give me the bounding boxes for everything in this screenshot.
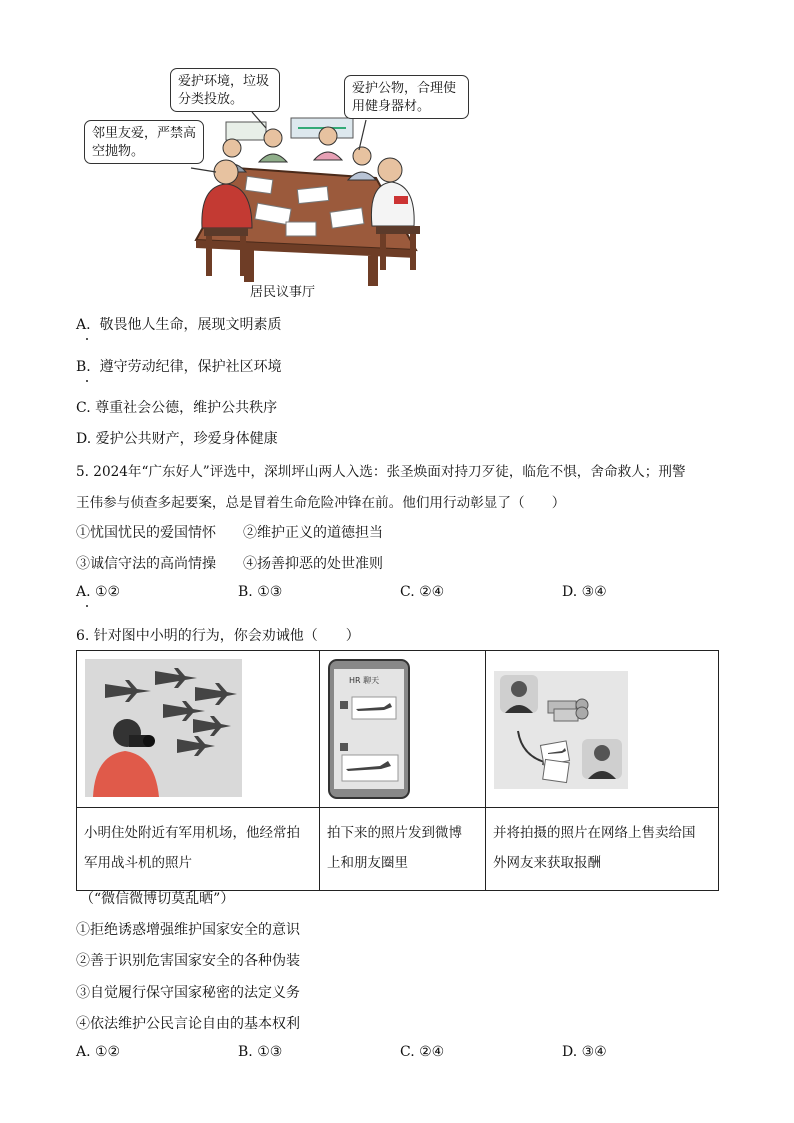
- option-text: 遵守劳动纪律，保护社区环境: [99, 359, 282, 375]
- q6-cell-text-3: [486, 808, 719, 891]
- q6-choice-3: ③自觉履行保守国家秘密的法定义务: [76, 985, 300, 1001]
- q6-cell-sell-photos: [486, 651, 719, 808]
- option-text: 尊重社会公德，维护公共秩序: [95, 400, 278, 416]
- cell-text-line: 上和朋友圈里: [327, 855, 408, 871]
- q6-choice-4: ④依法维护公民言论自由的基本权利: [76, 1016, 300, 1032]
- q6-cell-text-1: [77, 808, 320, 891]
- q6-choice-1: ①拒绝诱惑增强维护国家安全的意识: [76, 922, 300, 938]
- q6-title-note: （“微信微博切莫乱晒”）: [80, 891, 235, 907]
- option-letter: B.: [76, 359, 91, 375]
- q5-choice-4: ④扬善抑恶的处世准则: [243, 556, 383, 572]
- q4-option-b[interactable]: [76, 356, 282, 376]
- bubble-text: 爱护环境，垃圾分类投放。: [178, 74, 270, 107]
- option-letter: D.: [76, 431, 92, 447]
- q5-choice-3: ③诚信守法的高尚情操: [76, 556, 216, 572]
- speech-bubble-environment: [170, 68, 280, 112]
- phone-title-label: HR 聊天: [349, 676, 380, 685]
- q6-cell-phone-share: [320, 651, 486, 808]
- q6-option-d[interactable]: D. ③④: [562, 1044, 607, 1060]
- speech-bubble-neighbors: [84, 120, 204, 164]
- q5-choice-1: ①忧国忧民的爱国情怀: [76, 525, 216, 541]
- q5-option-c[interactable]: C. ②④: [400, 584, 445, 600]
- q6-option-a[interactable]: A. ①②: [76, 1044, 121, 1060]
- q6-cell-photo-jets: [77, 651, 320, 808]
- cell-text-line: 小明住处附近有军用机场，他经常拍: [84, 825, 300, 841]
- q6-table: [76, 650, 719, 891]
- q4-option-d[interactable]: [76, 428, 278, 448]
- option-text: 敬畏他人生命，展现文明素质: [99, 317, 282, 333]
- bubble-text: 邻里友爱，严禁高空抛物。: [92, 126, 197, 159]
- q6-choice-2: ②善于识别危害国家安全的各种伪装: [76, 953, 300, 969]
- q5-stem-line1: 5. 2024年“广东好人”评选中，深圳坪山两人入选：张圣焕面对持刀歹徒，临危不惧，舍命救人；刑警: [76, 464, 686, 480]
- selling-photos-image: [494, 671, 628, 789]
- q5-option-d[interactable]: D. ③④: [562, 584, 607, 600]
- option-text: 爱护公共财产，珍爱身体健康: [95, 431, 278, 447]
- cell-text-line: 军用战斗机的照片: [84, 855, 192, 871]
- cell-text-line: 外网友来获取报酬: [493, 855, 601, 871]
- option-letter: A.: [76, 317, 91, 333]
- option-letter: C.: [76, 400, 91, 416]
- q4-option-a[interactable]: [76, 314, 281, 334]
- separator-dot: [86, 338, 88, 340]
- q6-option-c[interactable]: C. ②④: [400, 1044, 445, 1060]
- q5-stem-line2: 王伟参与侦查多起要案，总是冒着生命危险冲锋在前。他们用行动彰显了（ ）: [76, 495, 566, 511]
- q5-option-a[interactable]: A. ①②: [76, 584, 121, 600]
- photographer-jets-image: [85, 659, 242, 797]
- separator-dot: [86, 605, 88, 607]
- q6-cell-text-2: [320, 808, 486, 891]
- q6-option-b[interactable]: B. ①③: [238, 1044, 283, 1060]
- bubble-text: 爱护公物，合理使用健身器材。: [352, 81, 457, 114]
- q6-stem: 6. 针对图中小明的行为，你会劝诫他（ ）: [76, 628, 360, 644]
- q5-option-b[interactable]: B. ①③: [238, 584, 283, 600]
- cell-text-line: 拍下来的照片发到微博: [327, 825, 462, 841]
- cell-text-line: 并将拍摄的照片在网络上售卖给国: [493, 825, 696, 841]
- speech-bubble-public-property: [344, 75, 469, 119]
- separator-dot: [86, 380, 88, 382]
- illustration-caption: 居民议事厅: [250, 285, 316, 300]
- q4-option-c[interactable]: [76, 397, 277, 417]
- q5-choice-2: ②维护正义的道德担当: [243, 525, 383, 541]
